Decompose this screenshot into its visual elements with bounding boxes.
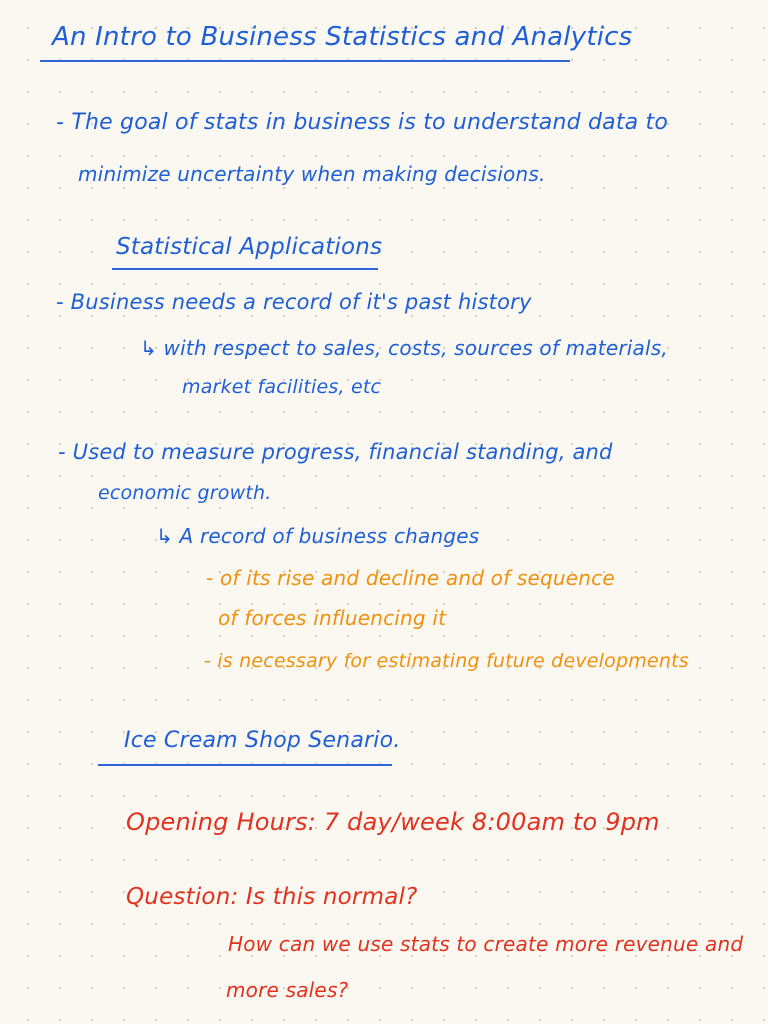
detail-future-developments: - is necessary for estimating future developments xyxy=(204,650,689,672)
question-line-2: How can we use stats to create more revenue and xyxy=(228,932,744,956)
detail-rise-and-decline: - of its rise and decline and of sequence xyxy=(206,566,615,590)
sub-bullet-record-of-changes: ↳ A record of business changes xyxy=(156,524,480,548)
ice-cream-underline xyxy=(98,764,392,766)
intro-line-1: - The goal of stats in business is to understand data to xyxy=(56,110,669,135)
page-title: An Intro to Business Statistics and Analytics xyxy=(52,22,633,52)
statistical-applications-heading: Statistical Applications xyxy=(116,234,383,260)
question-line-1: Question: Is this normal? xyxy=(126,884,418,910)
question-line-3: more sales? xyxy=(226,978,349,1002)
sub-bullet-respect-to-sales: ↳ with respect to sales, costs, sources of materials, xyxy=(140,336,668,360)
intro-line-2: minimize uncertainty when making decisions. xyxy=(78,162,546,186)
bullet-economic-growth: economic growth. xyxy=(98,482,272,504)
bullet-past-history: - Business needs a record of it's past history xyxy=(56,290,532,314)
opening-hours: Opening Hours: 7 day/week 8:00am to 9pm xyxy=(126,808,660,836)
statistical-applications-underline xyxy=(112,268,378,270)
detail-forces-influencing: of forces influencing it xyxy=(218,606,447,630)
bullet-measure-progress: - Used to measure progress, financial standing, and xyxy=(58,440,613,464)
sub-bullet-market-facilities: market facilities, etc xyxy=(182,376,382,398)
title-underline xyxy=(40,60,570,62)
ice-cream-heading: Ice Cream Shop Senario. xyxy=(124,728,401,753)
